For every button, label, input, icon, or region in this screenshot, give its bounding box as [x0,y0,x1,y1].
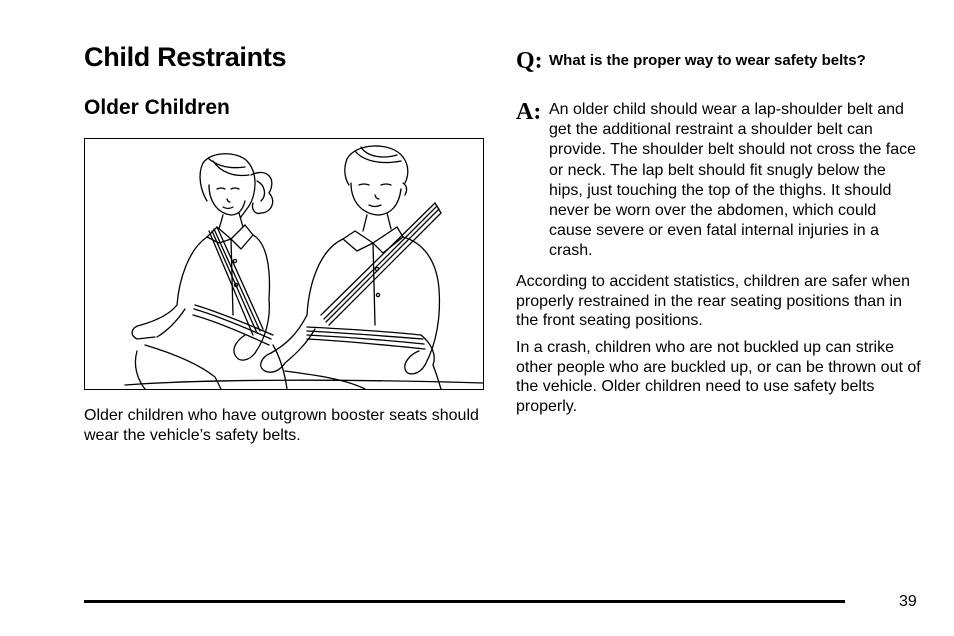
answer-text: An older child should wear a lap-shoulder belt and get the additional restraint a shoulder belt can provide. The shoulder belt should not cross the face or neck. The lap belt should fit snugly below the hips, just touching the top of the thighs. It should never be worn over the abdomen, which could cause severe or even fatal internal injuries in a crash. [549,101,917,260]
illustration-children-wearing-seat-belts [84,138,484,390]
section-heading: Older Children [84,96,230,119]
question-mark-label: Q: [516,48,543,74]
girl-figure [132,154,287,389]
seat-edge [125,380,483,385]
boy-figure [261,146,441,389]
question-text: What is the proper way to wear safety belts? [549,52,866,69]
question-block [516,47,921,74]
page-title: Child Restraints [84,42,287,72]
footer-rule [84,600,845,603]
figure-caption: Older children who have outgrown booster seats should wear the vehicle’s safety belts. [84,407,479,444]
answer-mark-label: A: [516,99,542,125]
paragraph-statistics: According to accident statistics, children are safer when properly restrained in the rear seating positions than in the front seating positions. [516,273,910,330]
paragraph-unbuckled-risk: In a crash, children who are not buckled up can strike other people who are buckled up, or can be thrown out of the vehicle. Older children need to use safety belts properly. [516,339,921,416]
page-number: 39 [899,593,917,610]
answer-block [516,98,921,262]
children-seatbelt-illustration [85,139,483,389]
